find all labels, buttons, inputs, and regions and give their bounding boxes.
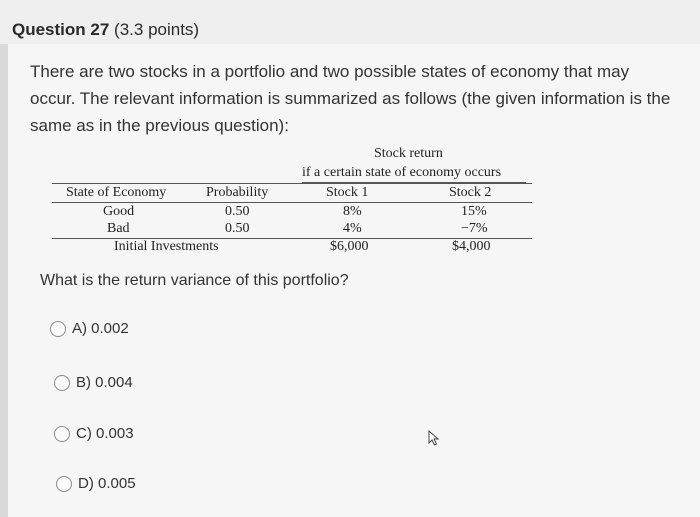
header-bottom-rule bbox=[52, 202, 532, 203]
option-a[interactable] bbox=[50, 320, 129, 337]
group-header-line1: Stock return bbox=[374, 146, 443, 161]
radio-button-icon[interactable] bbox=[54, 375, 70, 391]
row-good-stock2: 15% bbox=[461, 204, 487, 219]
col-header-stock2: Stock 2 bbox=[449, 185, 492, 200]
question-points: (3.3 points) bbox=[114, 20, 200, 39]
investment-stock2: $4,000 bbox=[452, 239, 491, 254]
option-a-label: A) 0.002 bbox=[72, 320, 129, 337]
option-c[interactable] bbox=[54, 425, 134, 442]
question-prompt: What is the return variance of this portfolio? bbox=[40, 272, 349, 289]
row-good-state: Good bbox=[103, 204, 135, 219]
option-c-label: C) 0.003 bbox=[76, 425, 134, 442]
question-intro: There are two stocks in a portfolio and two possible states of economy that may occur. The relevant information is summarized as follows (the given information is the same as in the previous question): bbox=[30, 62, 671, 135]
group-header-line2: if a certain state of economy occurs bbox=[302, 165, 502, 180]
investment-label: Initial Investments bbox=[114, 239, 219, 254]
mouse-pointer-icon bbox=[428, 430, 440, 446]
table-top-rule bbox=[52, 183, 532, 184]
row-bad-state: Bad bbox=[107, 221, 130, 236]
row-good-stock1: 8% bbox=[343, 204, 362, 219]
option-b-label: B) 0.004 bbox=[76, 374, 133, 391]
radio-button-icon[interactable] bbox=[50, 321, 66, 337]
radio-button-icon[interactable] bbox=[54, 426, 70, 442]
col-header-state: State of Economy bbox=[66, 185, 167, 200]
row-bad-prob: 0.50 bbox=[225, 221, 250, 236]
row-bad-stock2: −7% bbox=[461, 221, 488, 236]
option-b[interactable] bbox=[54, 374, 133, 391]
row-good-prob: 0.50 bbox=[225, 204, 250, 219]
col-header-probability: Probability bbox=[206, 185, 269, 200]
option-d-label: D) 0.005 bbox=[78, 475, 136, 492]
question-number: Question 27 bbox=[12, 20, 110, 39]
col-header-stock1: Stock 1 bbox=[326, 185, 369, 200]
row-bad-stock1: 4% bbox=[343, 221, 362, 236]
option-d[interactable] bbox=[56, 475, 136, 492]
investment-stock1: $6,000 bbox=[330, 239, 369, 254]
radio-button-icon[interactable] bbox=[56, 476, 72, 492]
